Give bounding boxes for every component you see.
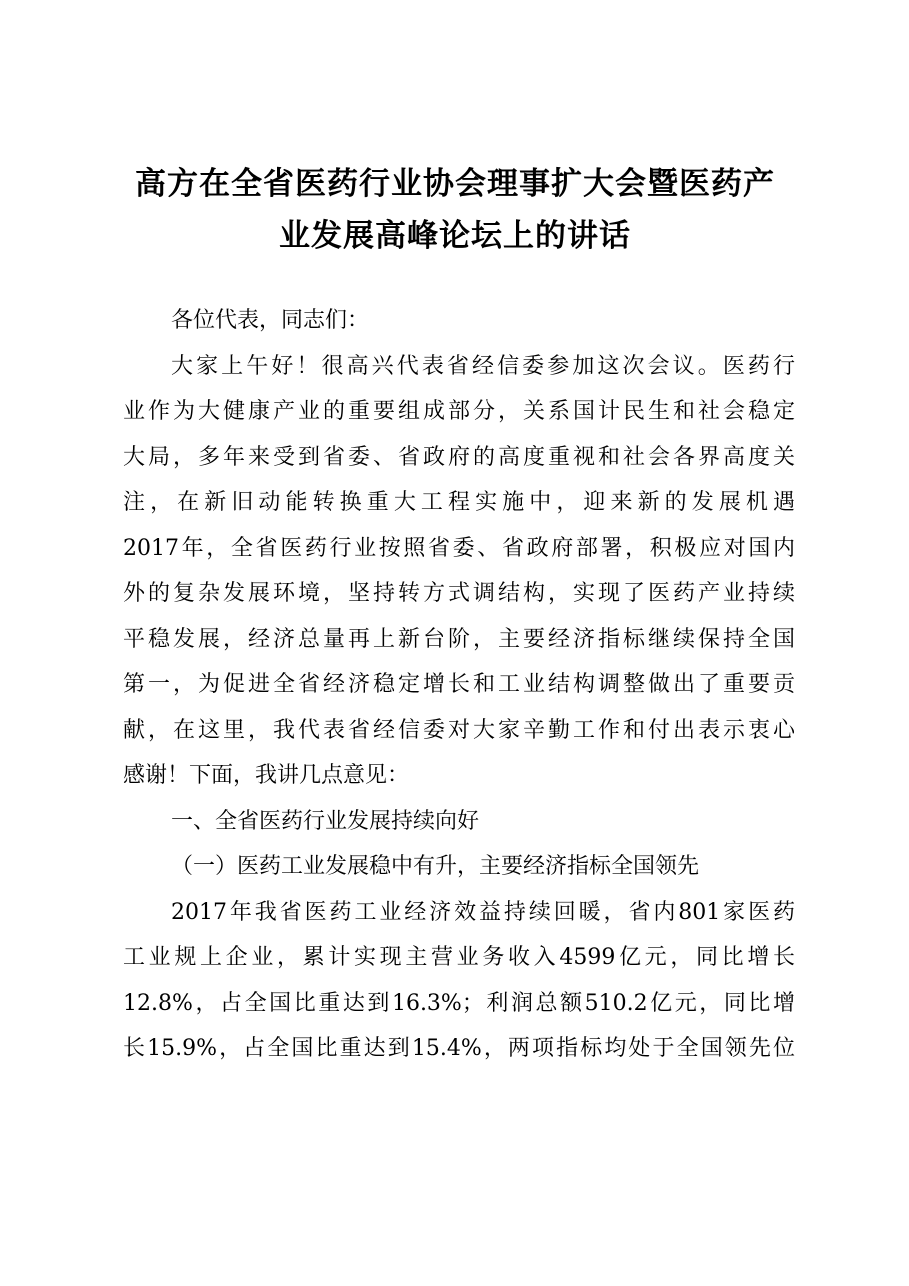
document-body — [123, 298, 795, 1072]
paragraph-line: 大家上午好！很高兴代表省经信委参加这次会议。医药行 — [171, 353, 795, 379]
paragraph-line: 献，在这里，我代表省经信委对大家辛勤工作和付出表示衷心 — [123, 717, 795, 743]
paragraph-line: 长15.9%，占全国比重达到15.4%，两项指标均处于全国领先位 — [123, 1036, 795, 1061]
paragraph-line: 感谢！下面，我讲几点意见： — [123, 763, 410, 788]
title-line-1: 高方在全省医药行业协会理事扩大会暨医药产 — [135, 166, 775, 202]
document-title — [115, 158, 795, 262]
subsection-heading-text: （一）医药工业发展稳中有升，主要经济指标全国领先 — [171, 854, 700, 879]
paragraph-line: 注，在新旧动能转换重大工程实施中，迎来新的发展机遇 — [123, 490, 795, 515]
paragraph-line: 大局，多年来受到省委、省政府的高度重视和社会各界高度关 — [123, 444, 795, 470]
subsection-heading-1 — [123, 844, 795, 890]
paragraph-line: 工业规上企业，累计实现主营业务收入4599亿元，同比增长 — [123, 945, 795, 970]
title-line-2: 业发展高峰论坛上的讲话 — [279, 218, 631, 254]
salutation-text: 各位代表，同志们： — [171, 308, 370, 333]
paragraph-line: 2017年我省医药工业经济效益持续回暖，省内801家医药 — [171, 899, 795, 925]
paragraph-opening — [123, 344, 795, 799]
paragraph-line: 2017年，全省医药行业按照省委、省政府部署，积极应对国内 — [123, 535, 795, 561]
paragraph-line: 业作为大健康产业的重要组成部分，关系国计民生和社会稳定 — [123, 399, 795, 424]
paragraph-economic-results — [123, 890, 795, 1072]
section-heading-1 — [123, 799, 795, 845]
paragraph-line: 第一，为促进全省经济稳定增长和工业结构调整做出了重要贡 — [123, 672, 795, 697]
paragraph-line: 平稳发展，经济总量再上新台阶，主要经济指标继续保持全国 — [123, 626, 795, 652]
section-heading-text: 一、全省医药行业发展持续向好 — [171, 808, 480, 834]
salutation — [123, 298, 795, 344]
paragraph-line: 外的复杂发展环境，坚持转方式调结构，实现了医药产业持续 — [123, 581, 795, 606]
paragraph-line: 12.8%，占全国比重达到16.3%；利润总额510.2亿元，同比增 — [123, 990, 795, 1016]
